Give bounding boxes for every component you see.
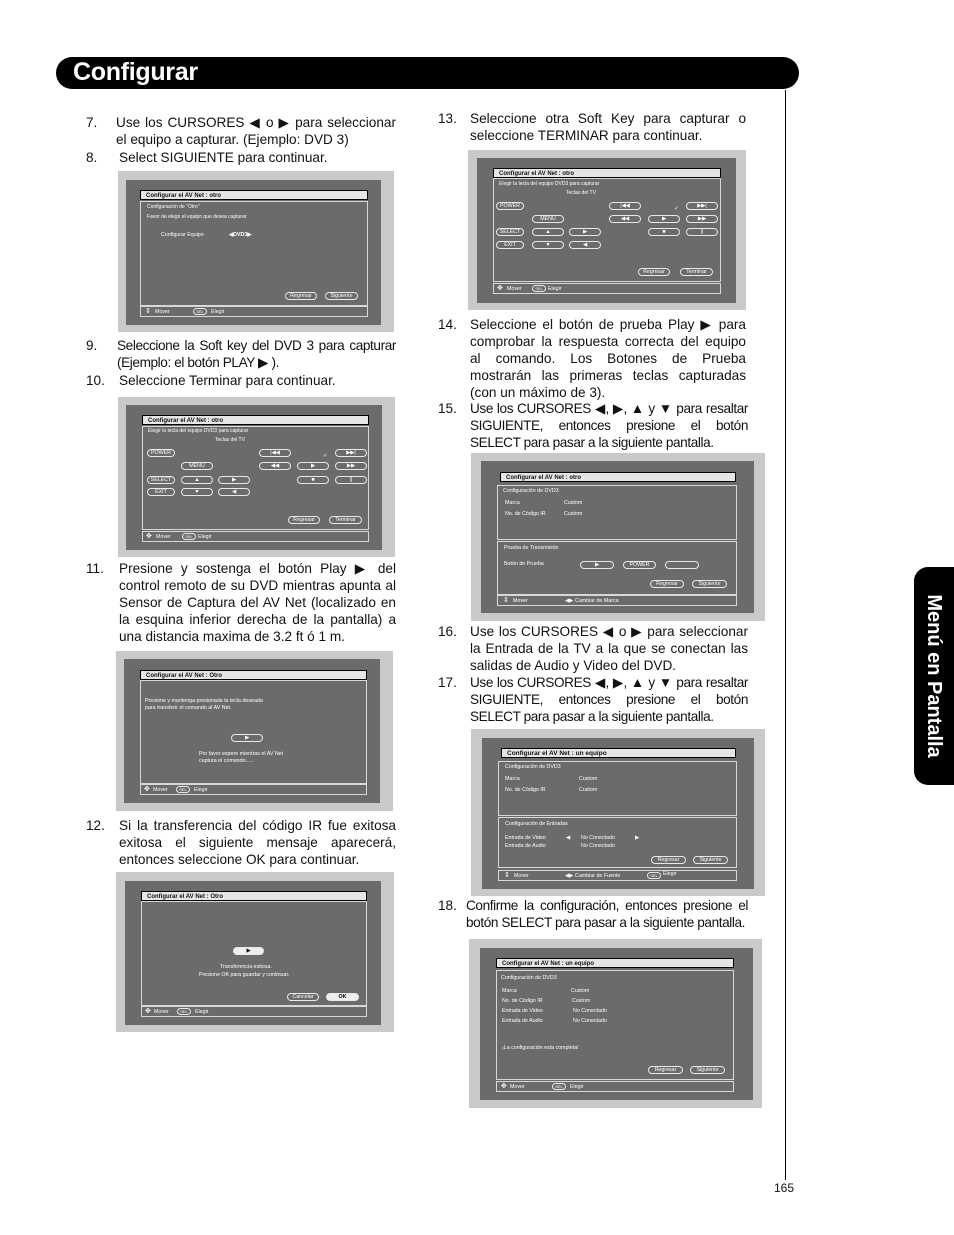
ok-button[interactable]: OK [326, 993, 359, 1001]
play-indicator: ▶ [231, 734, 263, 742]
column-divider [785, 90, 786, 1180]
left-right-icon: ◀▶ [565, 873, 574, 879]
left-right-icon: ◀▶ [565, 598, 574, 604]
test-power-button[interactable]: POWER [623, 561, 656, 569]
config-panel: Configuración de DVD3 Marca Custom No. de Código IR Custom [497, 485, 737, 540]
exit-key[interactable]: EXIT [147, 488, 175, 496]
step-11: 11. Presione y sostenga el botón Play ▶ del control remoto de su DVD mientras apunta al Sensor de Captura del AV Net (localizado en la esquina inferior derecha de la pantalla) a una distancia maxima de 3.2 ft ó 1 m. [86, 561, 396, 644]
sel-icon: SEL [176, 786, 190, 793]
next-key[interactable]: ▶▶| [686, 202, 718, 210]
step-9: 9. Seleccione la Soft key del DVD 3 para capturar (Ejemplo: el botón PLAY ▶ ). [86, 338, 396, 370]
left-key[interactable]: ◀ [569, 241, 601, 249]
footer-bar: ✥ Mover SEL Elegir [496, 1081, 734, 1092]
test-panel: Prueba de Transmisión Botón de Prueba ▶ POWER Regresar Siguiente [497, 541, 737, 595]
terminar-button[interactable]: Terminar [680, 268, 713, 276]
exit-key[interactable]: EXIT [496, 241, 524, 249]
test-play-button[interactable]: ▶ [580, 561, 614, 569]
move-icon: ✥ [146, 533, 152, 540]
down-key[interactable]: ▼ [532, 241, 564, 249]
siguiente-button[interactable]: Siguiente [690, 1066, 725, 1074]
move-icon: ⇕ [503, 597, 509, 604]
screenshot-frame-g [471, 729, 765, 896]
test-empty-button[interactable] [665, 561, 699, 569]
next-key[interactable]: ▶▶| [335, 449, 367, 457]
content-panel: Elegir la tecla del equipo DVD3 para capturar Teclas del TV POWER MENU SELECT EXIT ▲ ▶ ▼ ◀ |◀◀ ▶▶| ◀◀ ▶ ▶▶ ■ || ✓ Regresar Terminar [142, 426, 369, 530]
screenshot-frame-h [469, 939, 762, 1108]
screen-title: Configurar el AV Net : Otro [141, 891, 367, 901]
power-key[interactable]: POWER [147, 449, 175, 457]
page-header [56, 57, 799, 89]
screenshot-frame-e [468, 150, 746, 310]
prev-key[interactable]: |◀◀ [259, 449, 291, 457]
side-tab [914, 567, 954, 785]
menu-key[interactable]: MENU [181, 462, 213, 470]
screen-title: Configurar el AV Net : otro [142, 415, 369, 425]
screen-title: Configurar el AV Net : un equipo [496, 958, 734, 968]
play-indicator: ▶ [233, 947, 264, 955]
content-panel: Elegir la tecla del equipo DVD3 para capturar Teclas del TV POWER MENU SELECT EXIT ▲ ▶ ▼ ◀ |◀◀ ▶▶| ◀◀ ▶ ▶▶ ■ || ✓ Regresar Terminar [493, 178, 721, 282]
left-arrow-icon: ◀ [566, 835, 571, 841]
siguiente-button[interactable]: Siguiente [325, 292, 358, 300]
up-key[interactable]: ▲ [532, 228, 564, 236]
screen-title: Configurar el AV Net : un equipo [501, 748, 736, 758]
move-icon: ✥ [145, 1008, 151, 1015]
footer-bar: ✥ Mover SEL Elegir [140, 784, 367, 795]
rewind-key[interactable]: ◀◀ [609, 215, 641, 223]
sel-icon: SEL [177, 1008, 191, 1015]
step-14: 14. Seleccione el botón de prueba Play ▶ para comprobar la respuesta correcta del equipo al comando. Los Botones de Prueba mostrarán las primeras teclas capturadas (con un máximo de 3). [438, 317, 746, 400]
rewind-key[interactable]: ◀◀ [259, 462, 291, 470]
move-icon: ✥ [144, 786, 150, 793]
screenshot-frame-b [118, 397, 395, 557]
left-key[interactable]: ◀ [218, 488, 250, 496]
step-13: 13. Seleccione otra Soft Key para capturar o seleccione TERMINAR para continuar. [438, 111, 746, 143]
play-key[interactable]: ▶ [648, 215, 680, 223]
move-icon: ⇕ [504, 872, 510, 879]
page-title: Configurar [73, 58, 198, 86]
down-key[interactable]: ▼ [181, 488, 213, 496]
select-key[interactable]: SELECT [496, 228, 524, 236]
video-input-value[interactable]: No Conectado [581, 835, 615, 841]
footer-bar: ⇕ Mover SEL Elegir [140, 306, 368, 317]
menu-key[interactable]: MENU [532, 215, 564, 223]
ff-key[interactable]: ▶▶ [686, 215, 718, 223]
stop-key[interactable]: ■ [648, 228, 680, 236]
up-key[interactable]: ▲ [181, 476, 213, 484]
screenshot-frame-d [116, 872, 394, 1032]
pause-key[interactable]: || [335, 476, 367, 484]
prev-key[interactable]: |◀◀ [609, 202, 641, 210]
step-10: 10. Seleccione Terminar para continuar. [86, 373, 336, 388]
inputs-panel: Configuración de Entradas Entrada de Video ◀ No Conectado ▶ Entrada de Audio No Conectado Regresar Siguiente [498, 817, 737, 868]
config-panel: Configuración de DVD3 Marca Custom No. de Código IR Custom [498, 761, 737, 816]
play-key[interactable]: ▶ [297, 462, 329, 470]
regresar-button[interactable]: Regresar [288, 516, 320, 524]
step-17: 17. Use los CURSORES ◀, ▶, ▲ y ▼ para resaltar SIGUIENTE, entonces presione el botón SELECT para pasar a la siguiente pantalla. [438, 675, 748, 724]
footer-bar: ✥ Mover SEL Elegir [142, 531, 369, 542]
footer-bar: ⇕ Mover ◀▶ Cambiar de Fuente SEL Elegir [498, 870, 737, 881]
siguiente-button[interactable]: Siguiente [693, 856, 728, 864]
step-15: 15. Use los CURSORES ◀, ▶, ▲ y ▼ para resaltar SIGUIENTE, entonces presione el botón SELECT para pasar a la siguiente pantalla. [438, 401, 748, 450]
footer-bar: ✥ Mover SEL Elegir [493, 283, 721, 294]
screen-title: Configurar el AV Net : Otro [140, 670, 367, 680]
move-icon: ⇕ [145, 308, 151, 315]
sel-icon: SEL [193, 308, 207, 315]
step-8: 8. Select SIGUIENTE para continuar. [86, 150, 328, 165]
sel-icon: SEL [182, 533, 196, 540]
summary-panel: Configuración de DVD3 Marca Custom No. de Código IR Custom Entrada de Video No Conectado Entrada de Audio No Conectado ¡La configuración esta completa! Regresar Siguiente [496, 970, 734, 1080]
footer-bar: ⇕ Mover ◀▶ Cambiar de Marca [497, 595, 737, 606]
right-key[interactable]: ▶ [569, 228, 601, 236]
screen-title: Configurar el AV Net : otro [493, 168, 721, 178]
select-key[interactable]: SELECT [147, 476, 175, 484]
sel-icon: SEL [647, 872, 661, 879]
step-16: 16. Use los CURSORES ◀ o ▶ para seleccionar la Entrada de la TV a la que se conectan las salidas de Audio y Video del DVD. [438, 624, 748, 673]
sel-icon: SEL [532, 285, 546, 292]
page-number: 165 [774, 1181, 795, 1195]
side-tab-label: Menú en Pantalla [923, 594, 945, 758]
pause-key[interactable]: || [686, 228, 718, 236]
footer-bar: ✥ Mover SEL Elegir [141, 1006, 367, 1017]
terminar-button[interactable]: Terminar [329, 516, 362, 524]
content-panel: Configuración de "Otro" Favor de elegir el equipo que desea capturar Configurar Equipo ◀DVD3▶ Regresar Siguiente [140, 201, 368, 306]
ff-key[interactable]: ▶▶ [335, 462, 367, 470]
screen-title: Configurar el AV Net : otro [500, 472, 736, 482]
cancelar-button[interactable]: Cancelar [287, 993, 319, 1001]
screenshot-frame-f [471, 453, 765, 621]
audio-input-value[interactable]: No Conectado [581, 843, 615, 849]
regresar-button[interactable]: Regresar [285, 292, 317, 300]
screen-title: Configurar el AV Net : otro [140, 190, 368, 200]
check-icon: ✓ [323, 453, 328, 459]
screenshot-frame-a [118, 171, 394, 332]
move-icon: ✥ [501, 1083, 507, 1090]
equipment-selector[interactable]: ◀DVD3▶ [229, 232, 252, 238]
screenshot-frame-c [116, 651, 393, 811]
power-key[interactable]: POWER [496, 202, 524, 210]
regresar-button[interactable]: Regresar [638, 268, 670, 276]
regresar-button[interactable]: Regresar [650, 580, 684, 588]
right-key[interactable]: ▶ [218, 476, 250, 484]
check-icon: ✓ [674, 206, 679, 212]
move-icon: ✥ [497, 285, 503, 292]
step-12: 12. Si la transferencia del código IR fue exitosa exitosa el siguiente mensaje aparecerá, entonces seleccione OK para continuar. [86, 818, 396, 867]
content-panel: Presione y mantenga presionada la tecla deseada para transferir el comando al AV Net. ▶ Por favor espere mientras el AV Net captura el comando..... [140, 680, 367, 784]
step-18: 18. Confirme la configuración, entonces presione el botón SELECT para pasar a la siguiente pantalla. [438, 898, 748, 930]
content-panel: ▶ Transferencia exitosa. Presione OK para guardar y continuar. Cancelar OK [141, 901, 367, 1006]
siguiente-button[interactable]: Siguiente [692, 580, 727, 588]
stop-key[interactable]: ■ [297, 476, 329, 484]
step-7: 7. Use los CURSORES ◀ o ▶ para seleccionar el equipo a capturar. (Ejemplo: DVD 3) [86, 115, 396, 147]
sel-icon: SEL [552, 1083, 566, 1090]
regresar-button[interactable]: Regresar [651, 856, 686, 864]
right-arrow-icon: ▶ [635, 835, 640, 841]
regresar-button[interactable]: Regresar [648, 1066, 683, 1074]
